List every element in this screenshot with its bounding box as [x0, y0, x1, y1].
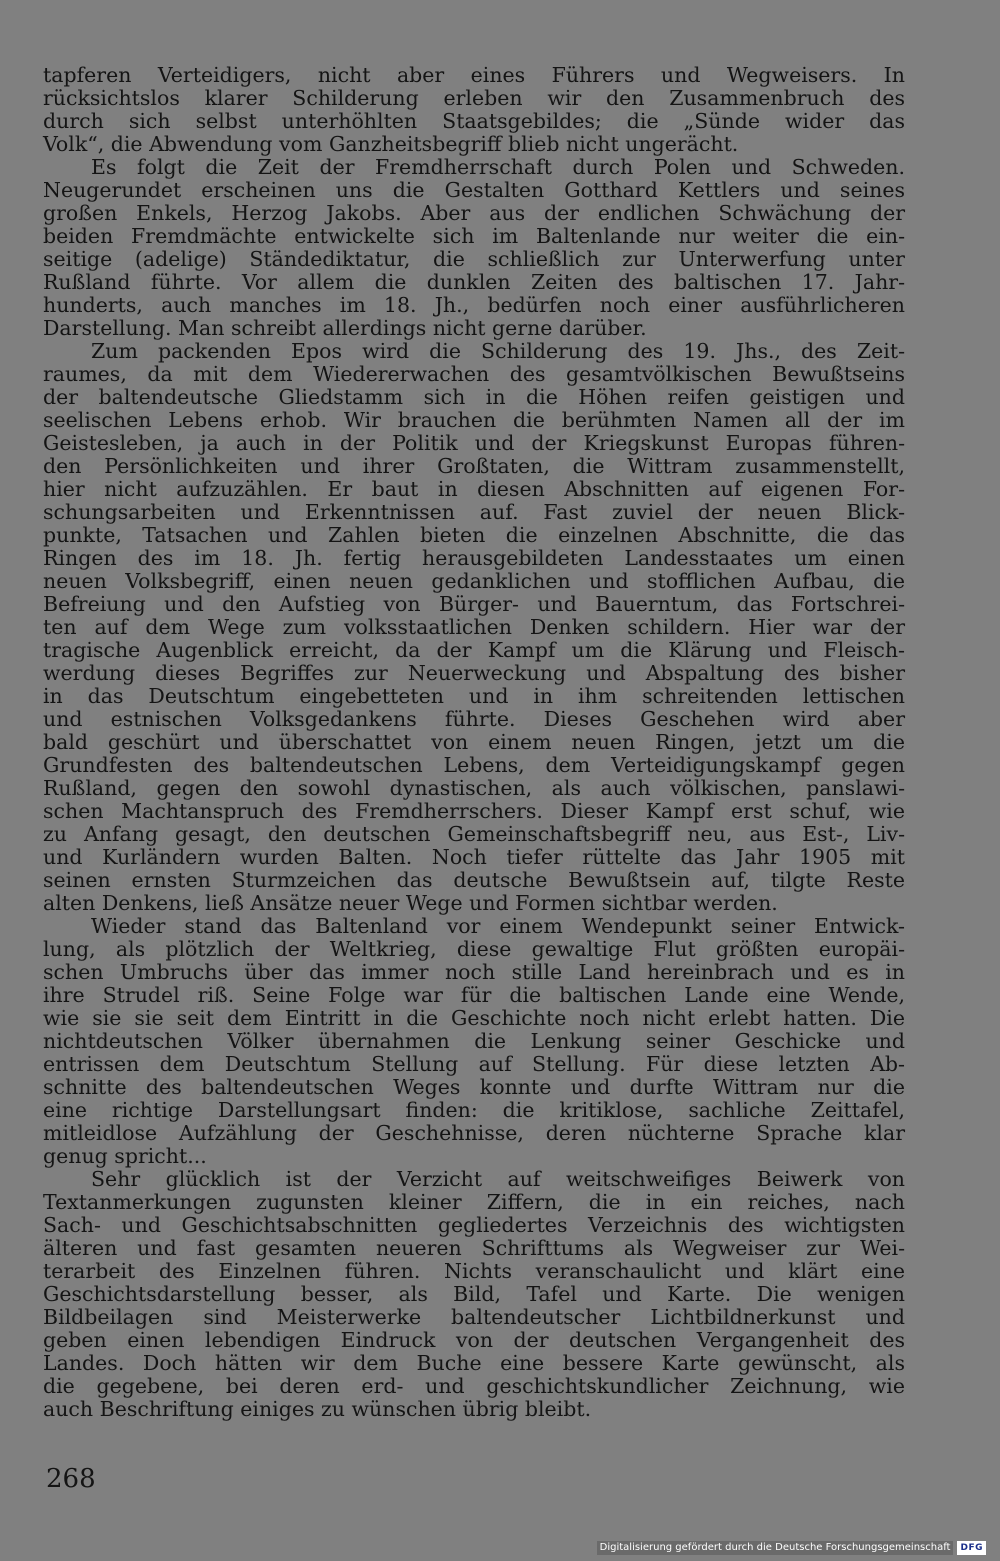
- text-line: mitleidlose Aufzählung der Geschehnisse, deren nüchterne Sprache klar: [43, 1121, 905, 1145]
- text-line: tragische Augenblick erreicht, da der Kampf um die Klärung und Fleisch-: [43, 638, 905, 662]
- text-line: in das Deutschtum eingebetteten und in ihm schreitenden lettischen: [43, 684, 905, 708]
- text-line: neuen Volksbegriff, einen neuen gedanklichen und stofflichen Aufbau, die: [43, 569, 905, 593]
- text-line: ihre Strudel riß. Seine Folge war für die baltischen Lande eine Wende,: [43, 983, 905, 1007]
- text-line: Sehr glücklich ist der Verzicht auf weitschweifiges Beiwerk von: [91, 1167, 905, 1191]
- text-line: zu Anfang gesagt, den deutschen Gemeinschaftsbegriff neu, aus Est-, Liv-: [43, 822, 905, 846]
- text-line: hunderts, auch manches im 18. Jh., bedürfen noch einer ausführlicheren: [43, 293, 905, 317]
- text-line: Geistesleben, ja auch in der Politik und der Kriegskunst Europas führen-: [43, 431, 905, 455]
- digitization-footer: [597, 1541, 986, 1555]
- text-line: Wieder stand das Baltenland vor einem Wendepunkt seiner Entwick-: [91, 914, 905, 938]
- text-line: Volk“, die Abwendung vom Ganzheitsbegriff blieb nicht ungerächt.: [43, 132, 739, 156]
- text-line: Textanmerkungen zugunsten kleiner Ziffern, die in ein reiches, nach: [43, 1190, 905, 1214]
- text-line: durch sich selbst unterhöhlten Staatsgebildes; die „Sünde wider das: [43, 109, 905, 133]
- text-line: Darstellung. Man schreibt allerdings nicht gerne darüber.: [43, 316, 647, 340]
- text-line: genug spricht...: [43, 1144, 207, 1168]
- text-line: Bildbeilagen sind Meisterwerke baltendeutscher Lichtbildnerkunst und: [43, 1305, 905, 1329]
- funding-notice: Digitalisierung gefördert durch die Deutsche Forschungsgemeinschaft: [597, 1541, 954, 1555]
- text-line: bald geschürt und überschattet von einem neuen Ringen, jetzt um die: [43, 730, 905, 754]
- text-line: nichtdeutschen Völker übernahmen die Lenkung seiner Geschicke und: [43, 1029, 905, 1053]
- page-body: [43, 64, 905, 1421]
- text-line: raumes, da mit dem Wiedererwachen des gesamtvölkischen Bewußtseins: [43, 362, 905, 386]
- text-line: und Kurländern wurden Balten. Noch tiefer rüttelte das Jahr 1905 mit: [43, 845, 905, 869]
- text-line: werdung dieses Begriffes zur Neuerweckung und Abspaltung des bisher: [43, 661, 905, 685]
- paragraph-5: [43, 1168, 905, 1421]
- text-line: Es folgt die Zeit der Fremdherrschaft durch Polen und Schweden.: [91, 155, 905, 179]
- text-line: und estnischen Volksgedankens führte. Dieses Geschehen wird aber: [43, 707, 905, 731]
- text-line: Neugerundet erscheinen uns die Gestalten Gotthard Kettlers und seines: [43, 178, 905, 202]
- text-line: entrissen dem Deutschtum Stellung auf Stellung. Für diese letzten Ab-: [43, 1052, 905, 1076]
- text-line: den Persönlichkeiten und ihrer Großtaten, die Wittram zusammenstellt,: [43, 454, 905, 478]
- text-line: schungsarbeiten und Erkenntnissen auf. Fast zuviel der neuen Blick-: [43, 500, 905, 524]
- text-line: hier nicht aufzuzählen. Er baut in diesen Abschnitten auf eigenen For-: [43, 477, 905, 501]
- paragraph-1: [43, 64, 905, 156]
- text-line: großen Enkels, Herzog Jakobs. Aber aus der endlichen Schwächung der: [43, 201, 905, 225]
- text-line: schnitte des baltendeutschen Weges konnte und durfte Wittram nur die: [43, 1075, 905, 1099]
- text-line: Sach- und Geschichtsabschnitten gegliedertes Verzeichnis des wichtigsten: [43, 1213, 905, 1237]
- text-line: Grundfesten des baltendeutschen Lebens, dem Verteidigungskampf gegen: [43, 753, 905, 777]
- text-line: geben einen lebendigen Eindruck von der deutschen Vergangenheit des: [43, 1328, 905, 1352]
- text-line: beiden Fremdmächte entwickelte sich im Baltenlande nur weiter die ein-: [43, 224, 905, 248]
- text-line: alten Denkens, ließ Ansätze neuer Wege und Formen sichtbar werden.: [43, 891, 778, 915]
- text-line: Rußland, gegen den sowohl dynastischen, als auch völkischen, panslawi-: [43, 776, 905, 800]
- text-line: terarbeit des Einzelnen führen. Nichts veranschaulicht und klärt eine: [43, 1259, 905, 1283]
- text-line: seelischen Lebens erhob. Wir brauchen die berühmten Namen all der im: [43, 408, 905, 432]
- text-line: seinen ernsten Sturmzeichen das deutsche Bewußtsein auf, tilgte Reste: [43, 868, 905, 892]
- text-line: tapferen Verteidigers, nicht aber eines Führers und Wegweisers. In: [43, 63, 905, 87]
- text-line: Geschichtsdarstellung besser, als Bild, Tafel und Karte. Die wenigen: [43, 1282, 905, 1306]
- page-number: 268: [46, 1464, 96, 1494]
- text-line: die gegebene, bei deren erd- und geschichtskundlicher Zeichnung, wie: [43, 1374, 905, 1398]
- text-line: Befreiung und den Aufstieg von Bürger- und Bauerntum, das Fortschrei-: [43, 592, 905, 616]
- paragraph-3: [43, 340, 905, 915]
- text-line: der baltendeutsche Gliedstamm sich in die Höhen reifen geistigen und: [43, 385, 905, 409]
- text-line: wie sie sie seit dem Eintritt in die Geschichte noch nicht erlebt hatten. Die: [43, 1006, 905, 1030]
- text-line: punkte, Tatsachen und Zahlen bieten die einzelnen Abschnitte, die das: [43, 523, 905, 547]
- text-line: älteren und fast gesamten neueren Schrifttums als Wegweiser zur Wei-: [43, 1236, 905, 1260]
- text-line: schen Machtanspruch des Fremdherrschers. Dieser Kampf erst schuf, wie: [43, 799, 905, 823]
- text-line: Rußland führte. Vor allem die dunklen Zeiten des baltischen 17. Jahr-: [43, 270, 905, 294]
- text-line: Landes. Doch hätten wir dem Buche eine bessere Karte gewünscht, als: [43, 1351, 905, 1375]
- dfg-logo: DFG: [957, 1541, 986, 1555]
- text-line: eine richtige Darstellungsart finden: die kritiklose, sachliche Zeittafel,: [43, 1098, 905, 1122]
- text-line: Zum packenden Epos wird die Schilderung des 19. Jhs., des Zeit-: [91, 339, 905, 363]
- text-line: ten auf dem Wege zum volksstaatlichen Denken schildern. Hier war der: [43, 615, 905, 639]
- text-line: rücksichtslos klarer Schilderung erleben wir den Zusammenbruch des: [43, 86, 905, 110]
- text-line: seitige (adelige) Ständediktatur, die schließlich zur Unterwerfung unter: [43, 247, 905, 271]
- text-line: lung, als plötzlich der Weltkrieg, diese gewaltige Flut größten europäi-: [43, 937, 905, 961]
- text-line: schen Umbruchs über das immer noch stille Land hereinbrach und es in: [43, 960, 905, 984]
- paragraph-2: [43, 156, 905, 340]
- text-line: auch Beschriftung einiges zu wünschen übrig bleibt.: [43, 1397, 592, 1421]
- text-line: Ringen des im 18. Jh. fertig herausgebildeten Landesstaates um einen: [43, 546, 905, 570]
- paragraph-4: [43, 915, 905, 1168]
